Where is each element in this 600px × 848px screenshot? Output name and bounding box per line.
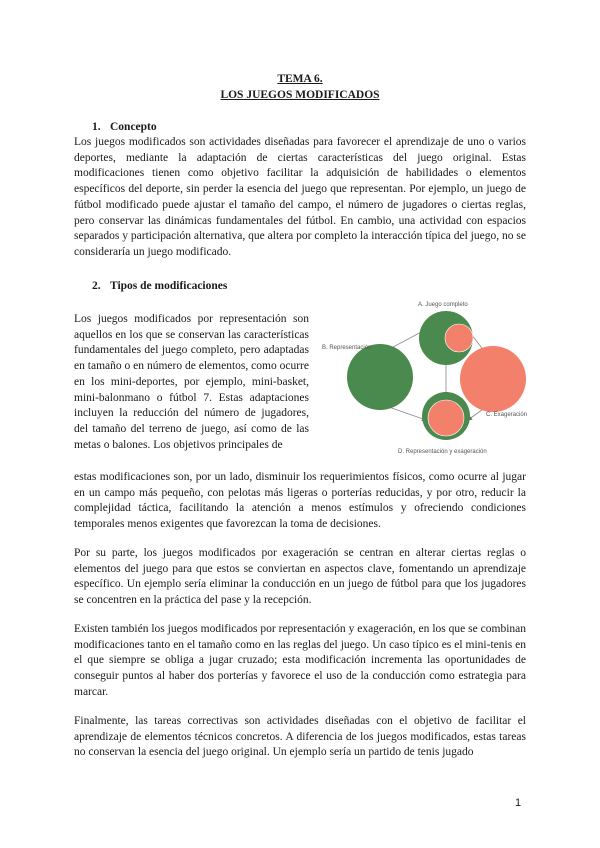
section-title: Concepto <box>110 121 157 133</box>
label-representacion: B. Representación <box>322 345 372 351</box>
page-number: 1 <box>515 797 522 809</box>
paragraph-representacion-a: Los juegos modificados por representación son aquellos en los que se conservan las características fundamentales del juego completo, pero adaptadas en tamaño o en número de elementos, como ocurre en los mini-deportes, por ejemplo, mini-basket, mini-balonmano o fútbol 7. Estas adaptaciones incluyen la reducción del número de jugadores, del tamaño del terreno de juego, así como de las metas o balones. Los objetivos principales de <box>74 313 309 451</box>
section-heading-concepto <box>92 121 157 133</box>
modification-types-diagram <box>318 296 532 460</box>
circle-c <box>460 346 526 412</box>
title-line-1: TEMA 6. <box>277 73 323 85</box>
circle-b <box>347 344 413 410</box>
paragraph-representacion-b: estas modificaciones son, por un lado, disminuir los requerimientos físicos, como ocurre al jugar en un campo más pequeño, con pelotas más ligeras o porterías reducidas, y por otro, reducir la complejidad táctica, facilitando la atención a menos estímulos y ofreciendo condiciones temporales menos exigentes que favorezcan la toma de decisiones. <box>74 471 526 531</box>
paragraph-concepto: Los juegos modificados son actividades diseñadas para favorecer el aprendizaje de uno o varios deportes, mediante la adaptación de ciertas características del juego original. Estas modificaciones tienen como objetivo facilitar la adquisición de habilidades o elementos específicos del deporte, sin perder la esencia del juego que representan. Por ejemplo, un juego de fútbol modificado puede ajustar el tamaño del campo, el número de jugadores o ciertas reglas, pero conservar las dinámicas fundamentales del fútbol. En cambio, una actividad con espacios separados y participación alternativa, que altera por completo la interacción típica del juego, no se consideraría un juego modificado. <box>74 136 526 258</box>
section-heading-tipos <box>92 280 227 292</box>
title-line-2: LOS JUEGOS MODIFICADOS <box>220 89 380 101</box>
paragraph-mixtos: Existen también los juegos modificados por representación y exageración, en los que se combinan modificaciones tanto en el tamaño como en las reglas del juego. Un caso típico es el mini-tenis en el que siempre se obliga a jugar cruzado; esta modificación incrementa las oportunidades de conseguir puntos al haber dos porterías y favorece el uso de la conducción como estrategia para marcar. <box>74 623 526 698</box>
circle-d-inner <box>428 400 464 436</box>
circle-a-inner <box>445 324 473 352</box>
section-number: 1. <box>92 121 101 133</box>
section-number: 2. <box>92 280 101 292</box>
label-representacion-exageracion: D. Representación y exageración <box>398 449 487 455</box>
label-exageracion: C. Exageración <box>486 412 528 418</box>
paragraph-correctivas: Finalmente, las tareas correctivas son actividades diseñadas con el objetivo de facilitar el aprendizaje de elementos técnicos concretos. A diferencia de los juegos modificados, estas tareas no conservan la esencia del juego original. Un ejemplo sería un partido de tenis jugado <box>74 715 526 759</box>
section-title: Tipos de modificaciones <box>110 280 228 292</box>
paragraph-exageracion: Por su parte, los juegos modificados por exageración se centran en alterar ciertas reglas o elementos del juego para que estos se conviertan en aspectos clave, fomentando un aprendizaje específico. Un ejemplo sería eliminar la conducción en un juego de fútbol para que los jugadores se concentren en la práctica del pase y la recepción. <box>74 547 526 607</box>
label-juego-completo: A. Juego completo <box>418 302 468 308</box>
